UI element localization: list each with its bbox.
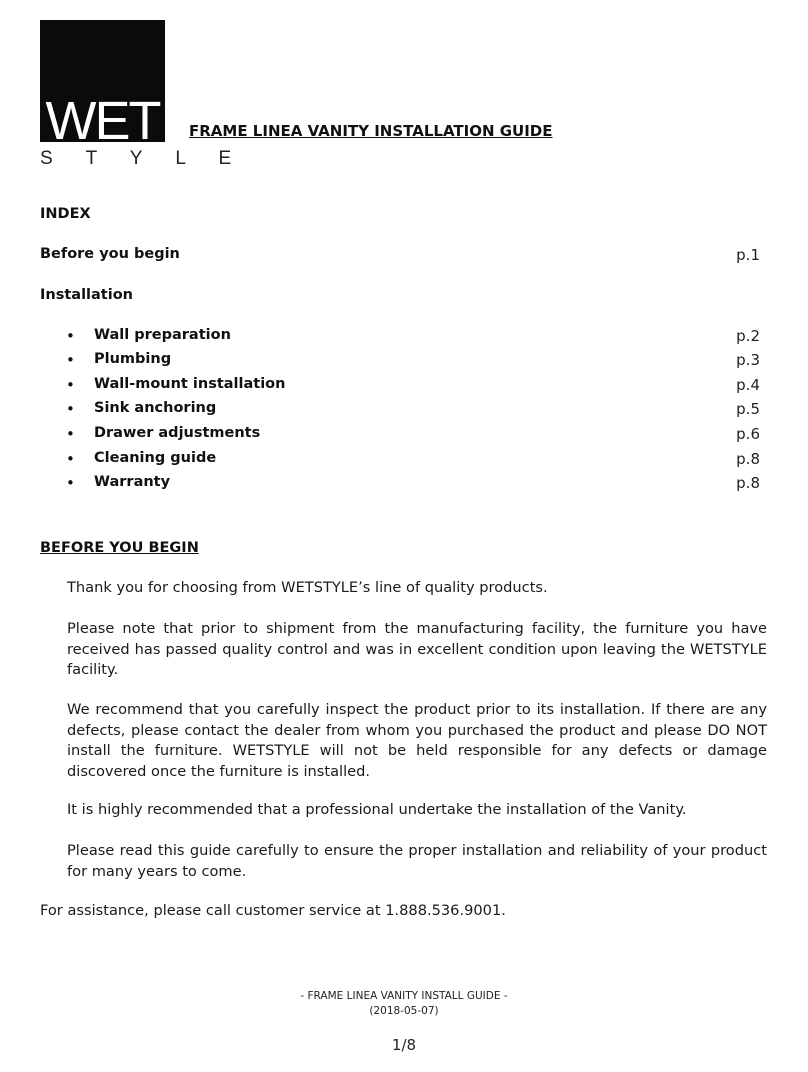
bullet-icon: • bbox=[66, 327, 75, 345]
bullet-icon: • bbox=[66, 351, 75, 369]
index-item-label: Warranty bbox=[94, 474, 171, 490]
index-heading: INDEX bbox=[40, 206, 91, 222]
bullet-icon: • bbox=[66, 400, 75, 418]
bullet-icon: • bbox=[66, 425, 75, 443]
index-item-label: Cleaning guide bbox=[94, 450, 217, 466]
index-item bbox=[66, 400, 760, 422]
index-item bbox=[66, 474, 760, 496]
index-item-page: p.6 bbox=[736, 425, 760, 443]
index-item bbox=[66, 327, 760, 349]
index-item-page: p.3 bbox=[736, 351, 760, 369]
index-item-label: Wall-mount installation bbox=[94, 376, 286, 392]
page-number: 1/8 bbox=[391, 1036, 417, 1054]
document-title: FRAME LINEA VANITY INSTALLATION GUIDE bbox=[189, 122, 553, 140]
logo-subtitle: S T Y L E bbox=[40, 148, 246, 169]
assistance-text: For assistance, please call customer service at 1.888.536.9001. bbox=[40, 902, 506, 919]
paragraph: We recommend that you carefully inspect the product prior to its installation. If there are any defects, please contact the dealer from whom you purchased the product and please DO NOT install the furniture. WETSTYLE will not be held responsible for any defects or damage discovered once the furniture is installed. bbox=[67, 701, 767, 780]
installation-heading: Installation bbox=[40, 287, 133, 303]
section-heading: BEFORE YOU BEGIN bbox=[40, 540, 199, 556]
brand-logo bbox=[40, 20, 165, 142]
index-label: Before you begin bbox=[40, 246, 180, 262]
index-row-before-you-begin bbox=[40, 246, 760, 268]
index-item-label: Sink anchoring bbox=[94, 400, 217, 416]
index-item bbox=[66, 425, 760, 447]
paragraph: Please note that prior to shipment from the manufacturing facility, the furniture you have received has passed quality control and was in excellent condition upon leaving the WETSTYLE facility. bbox=[67, 620, 767, 678]
index-item-label: Wall preparation bbox=[94, 327, 231, 343]
index-item bbox=[66, 376, 760, 398]
index-item-page: p.4 bbox=[736, 376, 760, 394]
index-item bbox=[66, 450, 760, 472]
paragraph: Please read this guide carefully to ensure the proper installation and reliability of your product for many years to come. bbox=[67, 842, 767, 880]
index-item-page: p.2 bbox=[736, 327, 760, 345]
index-item-label: Drawer adjustments bbox=[94, 425, 261, 441]
index-item-label: Plumbing bbox=[94, 351, 172, 367]
paragraph: It is highly recommended that a professional undertake the installation of the Vanity. bbox=[67, 801, 687, 818]
index-item-page: p.8 bbox=[736, 450, 760, 468]
footer-date: (2018-05-07) bbox=[369, 1005, 439, 1017]
bullet-icon: • bbox=[66, 474, 75, 492]
paragraph: Thank you for choosing from WETSTYLE’s line of quality products. bbox=[67, 579, 548, 596]
bullet-icon: • bbox=[66, 450, 75, 468]
footer-guide-title: - FRAME LINEA VANITY INSTALL GUIDE - bbox=[300, 990, 508, 1002]
logo-wordmark: WET bbox=[45, 91, 160, 142]
bullet-icon: • bbox=[66, 376, 75, 394]
index-item-page: p.5 bbox=[736, 400, 760, 418]
index-item-page: p.8 bbox=[736, 474, 760, 492]
index-item bbox=[66, 351, 760, 373]
index-page: p.1 bbox=[736, 246, 760, 264]
